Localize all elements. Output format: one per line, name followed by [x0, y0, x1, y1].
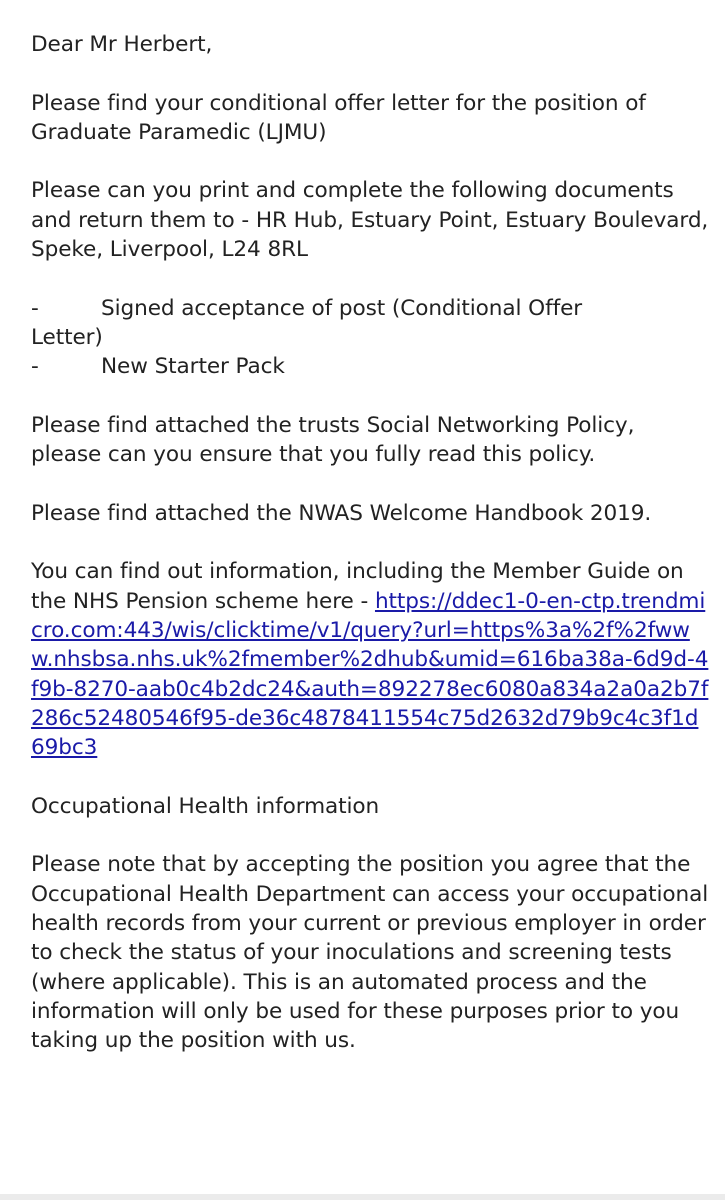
- list-bullet: -: [31, 295, 39, 321]
- list-item: [31, 294, 711, 353]
- email-body: [31, 30, 711, 1055]
- print-instructions-paragraph: Please can you print and complete the following documents and return them to - HR Hub, Estuary Point, Estuary Boulevard, Speke, Liverpool, L24 8RL: [31, 178, 709, 263]
- list-item-text: Signed acceptance of post (Conditional Offer: [101, 295, 583, 321]
- documents-list: [31, 294, 711, 382]
- pension-link[interactable]: https://ddec1-0-en-ctp.trendmicro.com:443/wis/clicktime/v1/query?url=https%3a%2f%2fwww.nhsbsa.nhs.uk%2fmember%2dhub&umid=616ba38a-6d9d-4f9b-8270-aab0c4b2dc24&auth=892278ec6080a834a2a0a2b7f286c52480546f95-de36c4878411554c75d2632d79b9c4c3f1d69bc3: [31, 588, 709, 761]
- greeting: Dear Mr Herbert,: [31, 32, 213, 57]
- policy-paragraph: Please find attached the trusts Social Networking Policy, please can you ensure that you fully read this policy.: [31, 412, 635, 468]
- list-item-text-continued: Letter): [31, 324, 103, 350]
- list-bullet: -: [31, 354, 39, 380]
- pension-paragraph: [31, 557, 711, 762]
- section-heading: Occupational Health information: [31, 793, 380, 819]
- list-item: [31, 352, 711, 381]
- list-item-text: New Starter Pack: [101, 354, 285, 380]
- pension-text: You can find out information, including the Member Guide on the NHS Pension scheme here -: [31, 559, 684, 614]
- handbook-paragraph: Please find attached the NWAS Welcome Handbook 2019.: [31, 500, 652, 526]
- bottom-divider: [0, 1194, 725, 1200]
- occupational-health-paragraph: Please note that by accepting the position you agree that the Occupational Health Department can access your occupational health records from your current or previous employer in order to check the status of your inoculations and screening tests (where applicable). This is an automated process and the information will only be used for these purposes prior to you taking up the position with us.: [31, 852, 709, 1054]
- offer-paragraph: Please find your conditional offer letter for the position of Graduate Paramedic (LJMU): [31, 90, 646, 145]
